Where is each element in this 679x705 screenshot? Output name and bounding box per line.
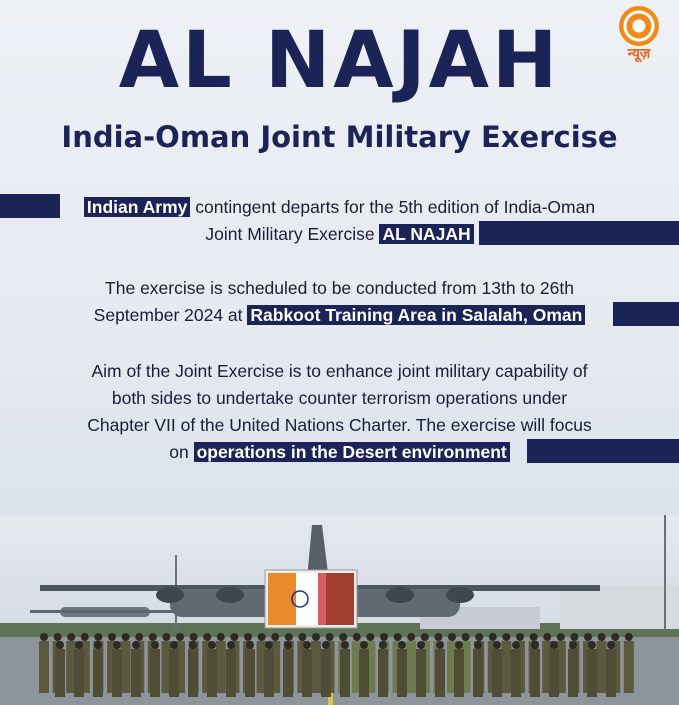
soldier-figure xyxy=(492,641,502,697)
soldier-figure xyxy=(597,633,607,693)
soldier-figure xyxy=(169,641,179,697)
soldier-figure xyxy=(359,641,369,697)
soldier-figure xyxy=(264,641,274,697)
soldier-figure xyxy=(378,641,388,697)
para1-text2: Joint Military Exercise xyxy=(205,224,380,244)
soldier-figure xyxy=(283,641,293,697)
soldier-figure xyxy=(302,641,312,697)
soldier-figure xyxy=(406,633,416,693)
soldier-figure xyxy=(416,641,426,697)
soldier-figure xyxy=(311,633,321,693)
highlight-indian-army: Indian Army xyxy=(84,197,190,217)
soldier-figure xyxy=(112,641,122,697)
soldier-figure xyxy=(55,641,65,697)
soldier-figure xyxy=(93,641,103,697)
para3-line2: both sides to undertake counter terrorism operations under xyxy=(111,388,568,408)
soldier-figure xyxy=(188,641,198,697)
para3-line1: Aim of the Joint Exercise is to enhance joint military capability of xyxy=(91,361,588,381)
soldier-figure xyxy=(340,641,350,697)
soldier-figure xyxy=(587,641,597,697)
soldier-figure xyxy=(150,641,160,697)
para2-text1: The exercise is scheduled to be conducted from 13th to 26th xyxy=(105,278,574,298)
paragraph-aim xyxy=(40,358,639,466)
photo-illustration xyxy=(0,515,679,705)
soldier-figure xyxy=(397,641,407,697)
soldier-figure xyxy=(321,641,331,697)
paragraph-schedule xyxy=(40,275,639,329)
soldier-figure xyxy=(501,633,511,693)
soldier-figure xyxy=(226,641,236,697)
para3-line3: Chapter VII of the United Nations Charter. The exercise will focus xyxy=(87,415,592,435)
page-subtitle: India-Oman Joint Military Exercise xyxy=(61,120,618,154)
exercise-banner xyxy=(265,570,357,628)
soldier-figure xyxy=(624,633,634,693)
para3-line4-text: on xyxy=(169,442,194,462)
soldier-figure xyxy=(245,641,255,697)
soldier-figure xyxy=(74,641,84,697)
soldier-figure xyxy=(568,641,578,697)
soldier-figure xyxy=(435,641,445,697)
paragraph-departure xyxy=(40,194,639,248)
soldier-figure xyxy=(131,641,141,697)
highlight-desert-ops: operations in the Desert environment xyxy=(194,442,510,462)
page-title: AL NAJAH xyxy=(118,16,561,106)
troops-aircraft-photo xyxy=(0,515,679,705)
soldier-figure xyxy=(530,641,540,697)
soldier-figure xyxy=(216,633,226,693)
highlight-al-najah: AL NAJAH xyxy=(379,224,473,244)
highlight-location: Rabkoot Training Area in Salalah, Oman xyxy=(247,305,585,325)
soldier-figure xyxy=(549,641,559,697)
para2-text2: September 2024 at xyxy=(93,305,248,325)
logo-text: न्यूज़ xyxy=(627,46,651,62)
soldier-figure xyxy=(121,633,131,693)
soldier-figure xyxy=(207,641,217,697)
soldier-figure xyxy=(39,633,49,693)
soldier-figure xyxy=(454,641,464,697)
soldier-figure xyxy=(606,641,616,697)
soldier-figure xyxy=(473,641,483,697)
soldier-figure xyxy=(511,641,521,697)
para1-text1: contingent departs for the 5th edition of India-Oman xyxy=(190,197,596,217)
